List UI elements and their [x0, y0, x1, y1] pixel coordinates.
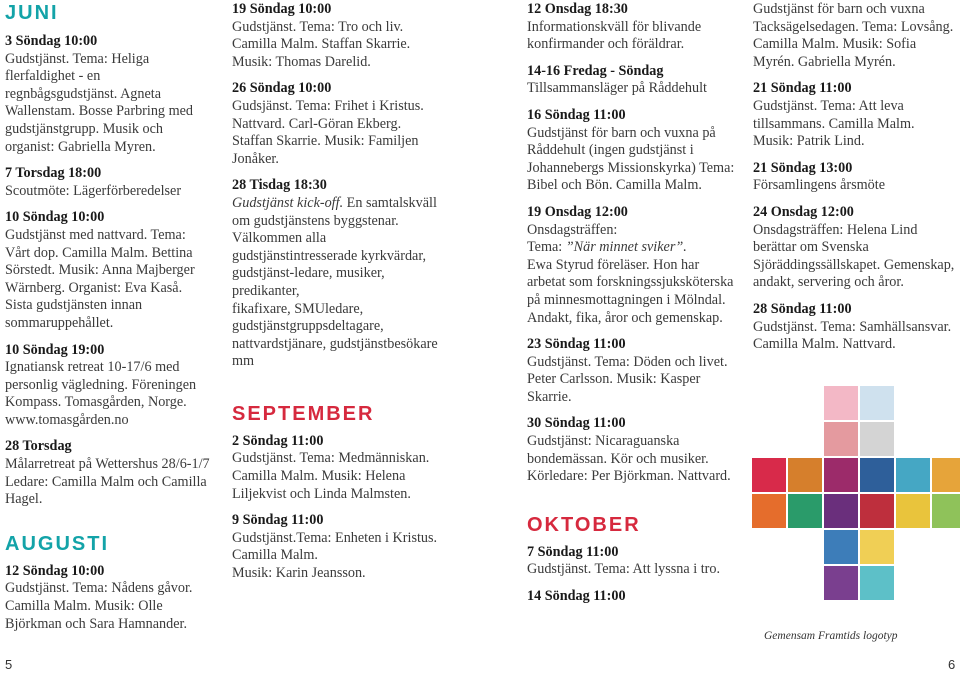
- event-text: Gudstjänst för barn och vuxna på Råddehult (ingen gudstjänst i Johannebergs Missionskyrka) Tema: Bibel och Bön. Camilla Malm.: [527, 124, 735, 194]
- logo-tile: [896, 458, 930, 492]
- event-text: Gudstjänst. Tema: Att lyssna i tro.: [527, 561, 721, 578]
- logo-tile: [788, 494, 822, 528]
- event-text: Ignatiansk retreat 10-17/6 med personlig vägledning. Föreningen Kompass. Tomasgården, Norge. www.tomasgården.no: [5, 359, 197, 428]
- event-text: Scoutmöte: Lägerförberedelser: [5, 182, 182, 199]
- month-heading-juni: JUNI: [5, 2, 59, 24]
- event-text: Gudstjänst med nattvard. Tema: Vårt dop. Camilla Malm. Bettina Sörstedt. Musik: Anna Majberger Wärnberg. Organist: Eva Kaså. Sista gudstjänsten innan sommaruppehållet.: [5, 226, 195, 331]
- event-text: Gudstjänst: Nicaraguanska bondemässan. Kör och musiker. Körledare: Per Björkman. Nattvard.: [527, 433, 731, 485]
- event-heading: 28 Söndag 11:00: [753, 300, 852, 317]
- month-heading-september: SEPTEMBER: [232, 402, 375, 425]
- event-heading: 12 Söndag 10:00: [5, 562, 105, 579]
- event-text: Onsdagsträffen: Helena Lind berättar om Svenska Sjöräddingssällskapet. Gemenskap, andakt, servering och åror.: [753, 221, 955, 291]
- event-italic-text: ”När minnet sviker”.: [565, 239, 687, 256]
- event-text: Gudstjänst för barn och vuxna Tacksägelsedagen. Tema: Lovsång. Camilla Malm. Musik: Sofia Myrén. Gabriella Myrén.: [753, 1, 954, 70]
- month-heading-oktober: OKTOBER: [527, 513, 641, 536]
- event-heading: 28 Torsdag: [5, 438, 72, 455]
- event-heading: 7 Söndag 11:00: [527, 543, 619, 560]
- logo-tile: [932, 494, 960, 528]
- event-heading: 21 Söndag 13:00: [753, 159, 853, 176]
- logo-tile: [896, 494, 930, 528]
- event-heading: 9 Söndag 11:00: [232, 512, 324, 529]
- event-heading: 14 Söndag 11:00: [527, 588, 626, 605]
- logo-tile: [860, 530, 894, 564]
- event-text: Målarretreat på Wettershus 28/6-1/7 Ledare: Camilla Malm och Camilla Hagel.: [5, 456, 210, 508]
- event-text: Ewa Styrud föreläser. Hon har arbetat som forskningssjuksköterska på minnesmottagningen i Mölndal. Andakt, fika, åror och gemenskap.: [527, 256, 734, 326]
- event-text: Gudstjänst.Tema: Enheten i Kristus. Camilla Malm.: [232, 529, 438, 564]
- logo-tile: [860, 386, 894, 420]
- event-text: fikafixare, SMUledare, gudstjänstgruppsdeltagare, nattvardstjänare, gudstjänstbesökare mm: [232, 300, 438, 370]
- event-heading: 2 Söndag 11:00: [232, 432, 324, 449]
- event-text: Informationskväll för blivande konfirmander och föräldrar.: [527, 18, 702, 53]
- event-text: Gudstjänst. Tema: Döden och livet. Peter Carlsson. Musik: Kasper Skarrie.: [527, 353, 728, 405]
- event-text: Gudstjänst. Tema: Nådens gåvor. Camilla Malm. Musik: Olle Björkman och Sara Hamnander.: [5, 580, 193, 632]
- month-heading-augusti: AUGUSTI: [5, 532, 109, 555]
- event-text: Onsdagsträffen:: [527, 221, 618, 238]
- event-text-inline: En samtalskväll om gudstjänstens byggstenar.: [232, 194, 437, 229]
- event-text: Gudstjänst. Tema: Samhällsansvar. Camilla Malm. Nattvard.: [753, 318, 952, 353]
- event-heading: 16 Söndag 11:00: [527, 106, 626, 123]
- event-heading: 14-16 Fredag - Söndag: [527, 62, 664, 79]
- page-number-right: 6: [948, 657, 956, 672]
- logo-tile: [860, 494, 894, 528]
- event-heading: 10 Söndag 19:00: [5, 341, 105, 358]
- event-text: [232, 195, 444, 230]
- logo-tile: [824, 422, 858, 456]
- event-text: Gudstjänst. Tema: Heliga flerfaldighet - en regnbågsgudstjänst. Agneta Wallenstam. Bosse Parbring med gudstjänstgrupp. Musik och organist: Gabriella Myren.: [5, 50, 193, 155]
- logo-tile: [752, 494, 786, 528]
- event-text: Välkommen alla gudstjänstintresserade kyrkvärdar, gudstjänst-ledare, musiker, predikanter,: [232, 230, 427, 299]
- logo-tile: [824, 458, 858, 492]
- logo-tile: [824, 530, 858, 564]
- logo-caption: Gemensam Framtids logotyp: [764, 630, 898, 642]
- logo-tile: [824, 566, 858, 600]
- column-3: [527, 1, 737, 606]
- logo-tile: [932, 458, 960, 492]
- logo-tile: [788, 458, 822, 492]
- logo-tile: [860, 566, 894, 600]
- event-heading: 24 Onsdag 12:00: [753, 203, 854, 220]
- event-heading: 30 Söndag 11:00: [527, 415, 626, 432]
- logo-tile: [752, 458, 786, 492]
- event-text: Församlingens årsmöte: [753, 177, 886, 194]
- logo-tile: [824, 386, 858, 420]
- event-text: Tillsammansläger på Råddehult: [527, 80, 707, 97]
- event-heading: 26 Söndag 10:00: [232, 80, 332, 97]
- event-heading: 23 Söndag 11:00: [527, 336, 626, 353]
- column-4: [753, 1, 958, 354]
- event-heading: 10 Söndag 10:00: [5, 209, 105, 226]
- event-text: Gudstjänst. Tema: Medmänniskan. Camilla Malm. Musik: Helena Liljekvist och Linda Malmsten.: [232, 450, 430, 502]
- event-text: Gudstjänst. Tema: Att leva tillsammans. Camilla Malm. Musik: Patrik Lind.: [753, 97, 915, 150]
- page-number-left: 5: [5, 657, 13, 672]
- event-text: [527, 239, 737, 257]
- event-heading: 21 Söndag 11:00: [753, 80, 852, 97]
- column-2: [232, 1, 444, 583]
- event-text: Gudstjänst. Tema: Tro och liv. Camilla Malm. Staffan Skarrie. Musik: Thomas Darelid.: [232, 18, 411, 70]
- event-italic-text: Gudstjänst kick-off.: [232, 194, 344, 211]
- logo-tile: [824, 494, 858, 528]
- event-text: Musik: Karin Jeansson.: [232, 565, 366, 582]
- event-heading: 19 Söndag 10:00: [232, 1, 332, 17]
- logo-tile: [860, 422, 894, 456]
- event-heading: 28 Tisdag 18:30: [232, 177, 327, 194]
- logo-tile: [860, 458, 894, 492]
- event-text-inline: Tema:: [527, 239, 566, 256]
- event-heading: 7 Torsdag 18:00: [5, 165, 102, 182]
- event-heading: 12 Onsdag 18:30: [527, 1, 628, 17]
- event-heading: 19 Onsdag 12:00: [527, 203, 628, 220]
- column-1: [5, 2, 213, 633]
- event-heading: 3 Söndag 10:00: [5, 33, 98, 49]
- event-text: Gudsjänst. Tema: Frihet i Kristus. Nattvard. Carl-Göran Ekberg. Staffan Skarrie. Musik: Familjen Jonåker.: [232, 97, 424, 167]
